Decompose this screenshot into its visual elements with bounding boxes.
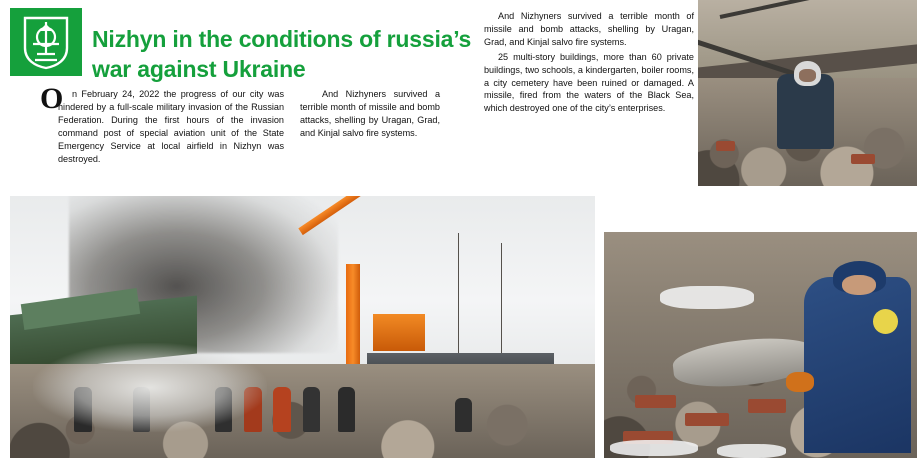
crane-cable [458, 233, 459, 359]
paragraph: And Nizhyners survived a terrible month of missile and bomb attacks, shelling by Uragan, Grad, and Kinjal salvo fire systems. [300, 89, 440, 138]
snow-patch [610, 440, 698, 456]
body-column-1 [58, 88, 284, 167]
person [338, 387, 356, 432]
page-title: Nizhyn in the conditions of russia’s war against Ukraine [92, 26, 472, 82]
rescuer-body [804, 277, 910, 453]
paragraph: 25 multi-story buildings, more than 60 private buildings, two schools, a kindergarten, boiler rooms, a city cemetery have been ruined or damaged. A missile, fired from the waters of the Black Sea, which destroyed one of the city’s enterprises. [484, 51, 694, 114]
paragraph: And Nizhyners survived a terrible month of missile and bomb attacks, shelling by Uragan, Grad, and Kinjal salvo fire systems. [484, 11, 694, 47]
brick [748, 399, 786, 413]
uniform-badge [873, 309, 898, 334]
paragraph: n February 24, 2022 the progress of our city was hindered by a full-scale military invasion of the Russian Federation. During the first hours of the invasion command post of special aviation unit of the State Emergency Service at local airfield in Nizhyn was destroyed. [58, 89, 284, 164]
snow-patch [660, 286, 754, 309]
brick [851, 154, 875, 163]
brick [716, 141, 736, 150]
photo-firefighters-crane [10, 196, 595, 458]
photo-rescuer-missile-debris [604, 232, 917, 458]
rescuer-glove [786, 372, 814, 392]
city-emblem-logo [10, 8, 82, 76]
body-column-3 [484, 10, 694, 117]
person [303, 387, 321, 432]
coat-of-arms-icon [21, 14, 71, 70]
brick [635, 395, 676, 409]
dust-cloud [33, 343, 267, 432]
crane-cable [501, 243, 502, 358]
rescue-worker-face [799, 69, 817, 82]
brick [685, 413, 729, 427]
snow-patch [717, 444, 786, 458]
firefighter [273, 387, 291, 432]
person [455, 398, 473, 432]
crane-cab [373, 314, 426, 351]
photo-rescuer-brick-building [698, 0, 917, 186]
rescue-worker-body [777, 74, 834, 148]
rescuer-face [842, 275, 876, 295]
drop-cap: O [40, 82, 64, 115]
body-column-2 [300, 88, 440, 142]
